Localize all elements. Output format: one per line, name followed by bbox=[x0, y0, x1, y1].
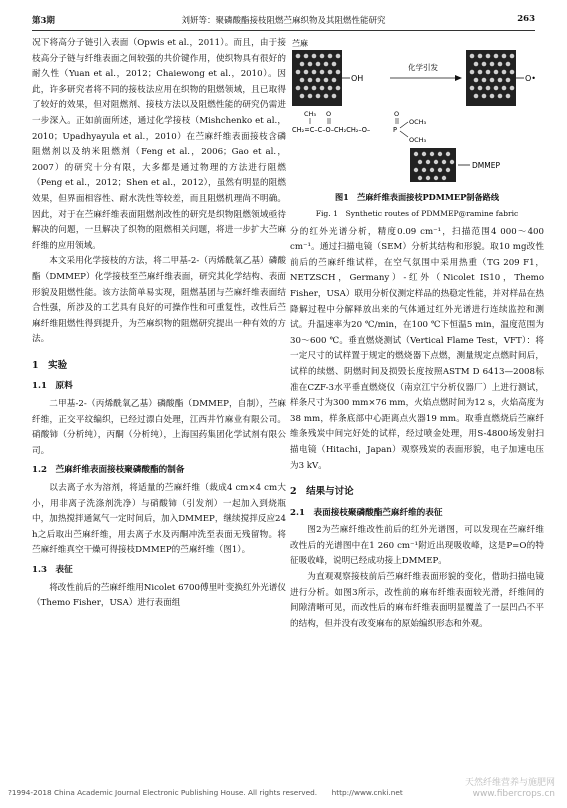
monomer-formula: CH₂=C–C–O–CH₂CH₂–O– bbox=[292, 126, 371, 134]
right-column bbox=[290, 34, 544, 632]
product-label: DMMEP bbox=[472, 161, 500, 170]
running-title: 刘妍等：聚磷酸酯接枝阻燃苎麻织物及其阻燃性能研究 bbox=[181, 16, 386, 26]
fabric-label: 苎麻 bbox=[292, 39, 308, 48]
left-column bbox=[32, 36, 286, 612]
issue-number: 第3期 bbox=[32, 16, 55, 26]
paragraph: 以去离子水为溶剂，将适量的苎麻纤维（裁成4 cm×4 cm大小，用非离子洗涤剂洗净）与硝酸铈（引发剂）一起加入到烧瓶中，加热搅拌通氮气一定时间后，加入DMMEP，继续搅拌反应24 h之后取出苎麻纤维，用去离子水及丙酮冲洗至表面无残留物。将苎麻纤维真空干燥可得接枝DMMEP的苎麻纤维（图1）。 bbox=[32, 483, 286, 556]
methyl-label: CH₃ bbox=[304, 110, 317, 118]
methoxy-bottom: OCH₃ bbox=[409, 136, 427, 144]
hydroxyl-group: OH bbox=[351, 74, 364, 83]
watermark-url: www.fibercrops.cn bbox=[472, 789, 555, 799]
carbonyl-o: O bbox=[326, 110, 332, 118]
fabric-weave-right bbox=[466, 50, 516, 106]
section-heading: 2 结果与讨论 bbox=[290, 486, 354, 498]
methoxy-top: OCH₃ bbox=[409, 118, 427, 126]
watermark-cn: 天然纤维营养与施肥网 bbox=[464, 778, 555, 788]
phosphorus-atom: P bbox=[393, 126, 397, 134]
grafted-fabric bbox=[410, 148, 456, 182]
paragraph: 况下将高分子链引入表面（Opwis et al.，2011）。而且，由于接枝高分子链与纤维表面之间较强的共价键作用，使织物具有很好的耐久性（Yuan et al.，2012；Chaiewong et al.，2010）。因此，许多研究者将不同的接枝法应用在织物的阻燃领域，且已取得了较好的效果，但对阻燃剂、接枝方法以及阻燃性能的研究仍需进一步深入。正如前面所述，通过化学接枝（Mishchenko et al.，2010；Upadhyayula et al.，2010）在苎麻纤维表面接枝含磷阻燃剂以及纳米阻燃剂（Feng et al.，2006；Gao et al.，2007）的研究十分有限，大多都是通过物理的方法进行阻燃（Peng et al.，2012；Shen et al.，2012），虽然有明显的阻燃效果，但界面相容性、耐水洗性等较差，而且阻燃机理尚不明确。因此，对于在苎麻纤维表面阻燃剂改性的研究是织物阻燃领域亟待解决的问题，一旦解决了织物的阻燃相关问题，将进一步扩大苎麻纤维的应用领域。 bbox=[32, 38, 286, 251]
paragraph: 图2为苎麻纤维改性前后的红外光谱图，可以发现在苎麻纤维改性后的光谱图中在1 260 cm⁻¹附近出现吸收峰，这是P=O的特征吸收峰，说明已经成功接上DMMEP。 bbox=[290, 525, 544, 567]
paragraph: 为直观观察接枝前后苎麻纤维表面形貌的变化，借助扫描电镜进行分析。如图3所示，改性前的麻布纤维表面较光滑，纤维间的间隙清晰可见，而改性后的麻布纤维表面明显覆盖了一层凹凸不平的结构，但并没有改变麻布的原始编织形态和外观。 bbox=[290, 572, 544, 629]
watermark bbox=[465, 778, 555, 800]
subsection-heading: 1.1 原料 bbox=[32, 381, 73, 392]
figure-caption-cn: 图1 苎麻纤维表面接枝PDMMEP制备路线 bbox=[334, 192, 500, 202]
figure-1-scheme bbox=[290, 36, 544, 186]
paragraph: 二甲基-2-（丙烯酰氧乙基）磷酸酯（DMMEP，自制），苎麻纤维，正交平纹编织，已经过漂白处理，江西井竹麻业有限公司。硝酸铈（分析纯），丙酮（分析纯），上海国药集团化学试剂有限公司。 bbox=[32, 399, 286, 456]
header-rule bbox=[32, 30, 535, 31]
paragraph: 本文采用化学接枝的方法，将二甲基-2-（丙烯酰氧乙基）磷酸酯（DMMEP）化学接枝至苎麻纤维表面，研究其化学结构、表面形貌及阻燃性能。该方法简单易实现，阻燃基团与苎麻纤维表面结合性强，所涉及的工艺具有良好的可操作性和可重复性，改性后苎麻纤维阻燃性得到提升，为苎麻织物的阻燃研究提出一种有效的方法。 bbox=[32, 256, 286, 345]
paragraph: 将改性前后的苎麻纤维用Nicolet 6700傅里叶变换红外光谱仪（Themo Fisher，USA）进行表面组 bbox=[32, 582, 286, 609]
copyright-footer: ?1994-2018 China Academic Journal Electronic Publishing House. All rights reserved. http://www.cnki.net bbox=[8, 788, 403, 797]
radical-site: O• bbox=[525, 74, 537, 83]
paragraph: 分的红外光谱分析，精度0.09 cm⁻¹，扫描范围4 000～400 cm⁻¹。通过扫描电镜（SEM）分析其结构和形貌。取10 mg改性前后的苎麻纤维试样，在空气氛围中采用热重（TG 209 F1，NETZSCH，Germany）-红外（Nicolet IS10，Themo Fisher，USA）联用分析仪测定样品的热稳定性能，并对样品在热降解过程中分解释放出来的气体通过红外光谱进行连续监控和测试。升温速率为20 ℃/min，在100 ℃下恒温5 min，温度范围为30～600 ℃。垂直燃烧测试（Vertical Flame Test，VFT）：将一定尺寸的试样置于规定的燃烧器下点燃，测量规定点燃时间后，试样的续燃、阴燃时间及损毁长度按照ASTM D 6413—2008标准在CZF-3水平垂直燃烧仪（南京江宁分析仪器厂）上进行测试，样条尺寸为300 mm×76 mm，火焰点燃时间为12 s，火焰高度为38 mm，样条底部中心距离点火器19 mm。取垂直燃烧后苎麻纤维条残炭中间完好处的试样，经过喷金处理，用S-4800场发射扫描电镜（Hitachi，Japan）观察残炭的表面形貌，电子加速电压为3 kV。 bbox=[290, 226, 544, 471]
subsection-heading: 1.2 苎麻纤维表面接枝聚磷酸酯的制备 bbox=[32, 465, 185, 476]
figure-caption-en: Fig. 1 Synthetic routes of PDMMEP@ramine fabric bbox=[315, 208, 519, 218]
phosphoryl-o: O bbox=[394, 110, 400, 118]
subsection-heading: 2.1 表面接枝聚磷酸酯苎麻纤维的表征 bbox=[290, 507, 443, 518]
page-number: 263 bbox=[517, 14, 535, 24]
fabric-weave-left bbox=[292, 50, 342, 106]
section-heading: 1 实验 bbox=[32, 359, 68, 371]
arrow-label: 化学引发 bbox=[408, 63, 438, 72]
subsection-heading: 1.3 表征 bbox=[32, 565, 73, 575]
